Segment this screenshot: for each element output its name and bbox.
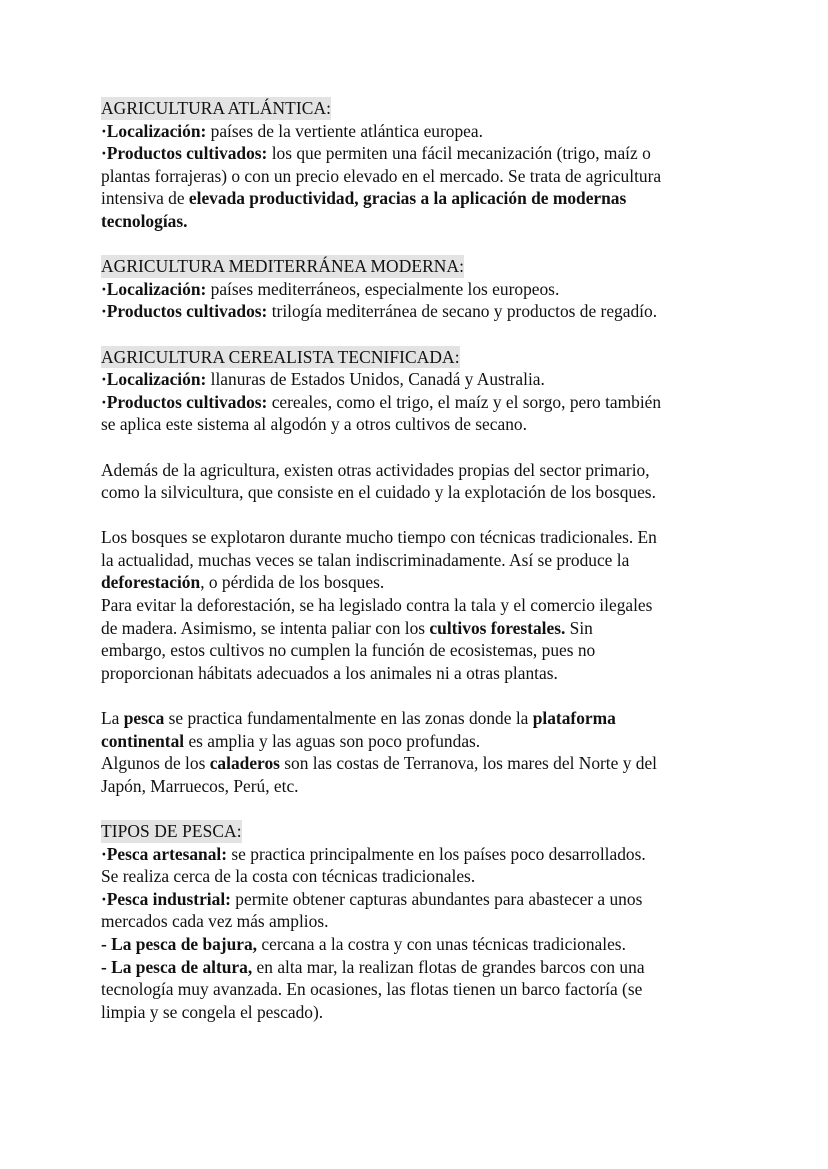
section-agricultura-cerealista: AGRICULTURA CEREALISTA TECNIFICADA: ·Localización: llanuras de Estados Unidos, Canadá y Australia. ·Productos cultivados: cereales, como el trigo, el maíz y el sorgo, pero también se aplica este sistema al algodón y a otros cultivos de secano. — [101, 346, 788, 436]
heading-atlantica: AGRICULTURA ATLÁNTICA: — [101, 98, 332, 118]
pesca-industrial: ·Pesca industrial: permite obtener capturas abundantes para abastecer a unos — [101, 888, 643, 909]
mediterranea-localizacion: ·Localización: países mediterráneos, especialmente los europeos. — [101, 278, 560, 299]
heading-tipos-pesca: TIPOS DE PESCA: — [101, 821, 242, 841]
atlantica-productos: ·Productos cultivados: los que permiten una fácil mecanización (trigo, maíz o — [101, 143, 651, 164]
paragraph-bosques: Los bosques se explotaron durante mucho tiempo con técnicas tradicionales. En la actualidad, muchas veces se talan indiscriminadamente. Así se produce la deforestación, o pérdida de los bosques. Para evitar la deforestación, se ha legislado contra la tala y el comercio ilegales de madera. Asimismo, se intenta paliar con los cultivos forestales. Sin embargo, estos cultivos no cumplen la función de ecosistemas, pues no proporcionan hábitats adecuados a los animales ni a otras plantas. — [101, 527, 657, 683]
pesca-artesanal: ·Pesca artesanal: se practica principalmente en los países poco desarrollados. — [101, 843, 646, 864]
heading-cerealista: AGRICULTURA CEREALISTA TECNIFICADA: — [101, 346, 460, 367]
paragraph-silvicultura: Además de la agricultura, existen otras actividades propias del sector primario, como la silvicultura, que consiste en el cuidado y la explotación de los bosques. — [101, 459, 656, 503]
pesca-bajura: - La pesca de bajura, cercana a la costra y con unas técnicas tradicionales. — [101, 933, 626, 954]
cerealista-productos: ·Productos cultivados: cereales, como el trigo, el maíz y el sorgo, pero también — [101, 391, 662, 412]
pesca-altura: - La pesca de altura, en alta mar, la realizan flotas de grandes barcos con una — [101, 956, 645, 977]
mediterranea-productos: ·Productos cultivados: trilogía mediterránea de secano y productos de regadío. — [101, 301, 658, 322]
section-tipos-de-pesca: TIPOS DE PESCA: ·Pesca artesanal: se practica principalmente en los países poco desarrollados. Se realiza cerca de la costa con técnicas tradicionales. ·Pesca industrial: permite obtener capturas abundantes para abastecer a unos mercados cada vez más amplios. - La pesca de bajura, cercana a la costra y con unas técnicas tradicionales. - La pesca de altura, en alta mar, la realizan flotas de grandes barcos con una tecnología muy avanzada. En ocasiones, las flotas tienen un barco factoría (se limpia y se congela el pescado). — [101, 820, 788, 1023]
heading-mediterranea: AGRICULTURA MEDITERRÁNEA MODERNA: — [101, 256, 465, 277]
atlantica-localizacion: ·Localización: países de la vertiente atlántica europea. — [101, 120, 483, 141]
section-agricultura-mediterranea — [101, 255, 788, 323]
paragraph-pesca: La pesca se practica fundamentalmente en las zonas donde la plataforma continental es amplia y las aguas son poco profundas. Algunos de los caladeros son las costas de Terranova, los mares del Norte y del Japón, Marruecos, Perú, etc. — [101, 708, 657, 796]
cerealista-localizacion: ·Localización: llanuras de Estados Unidos, Canadá y Australia. — [101, 369, 545, 390]
section-agricultura-atlantica: AGRICULTURA ATLÁNTICA: ·Localización: países de la vertiente atlántica europea. ·Productos cultivados: los que permiten una fácil mecanización (trigo, maíz o plantas forrajeras) o con un precio elevado en el mercado. Se trata de agricultura intensiva de elevada productividad, gracias a la aplicación de modernas tecnologías. — [101, 97, 788, 233]
